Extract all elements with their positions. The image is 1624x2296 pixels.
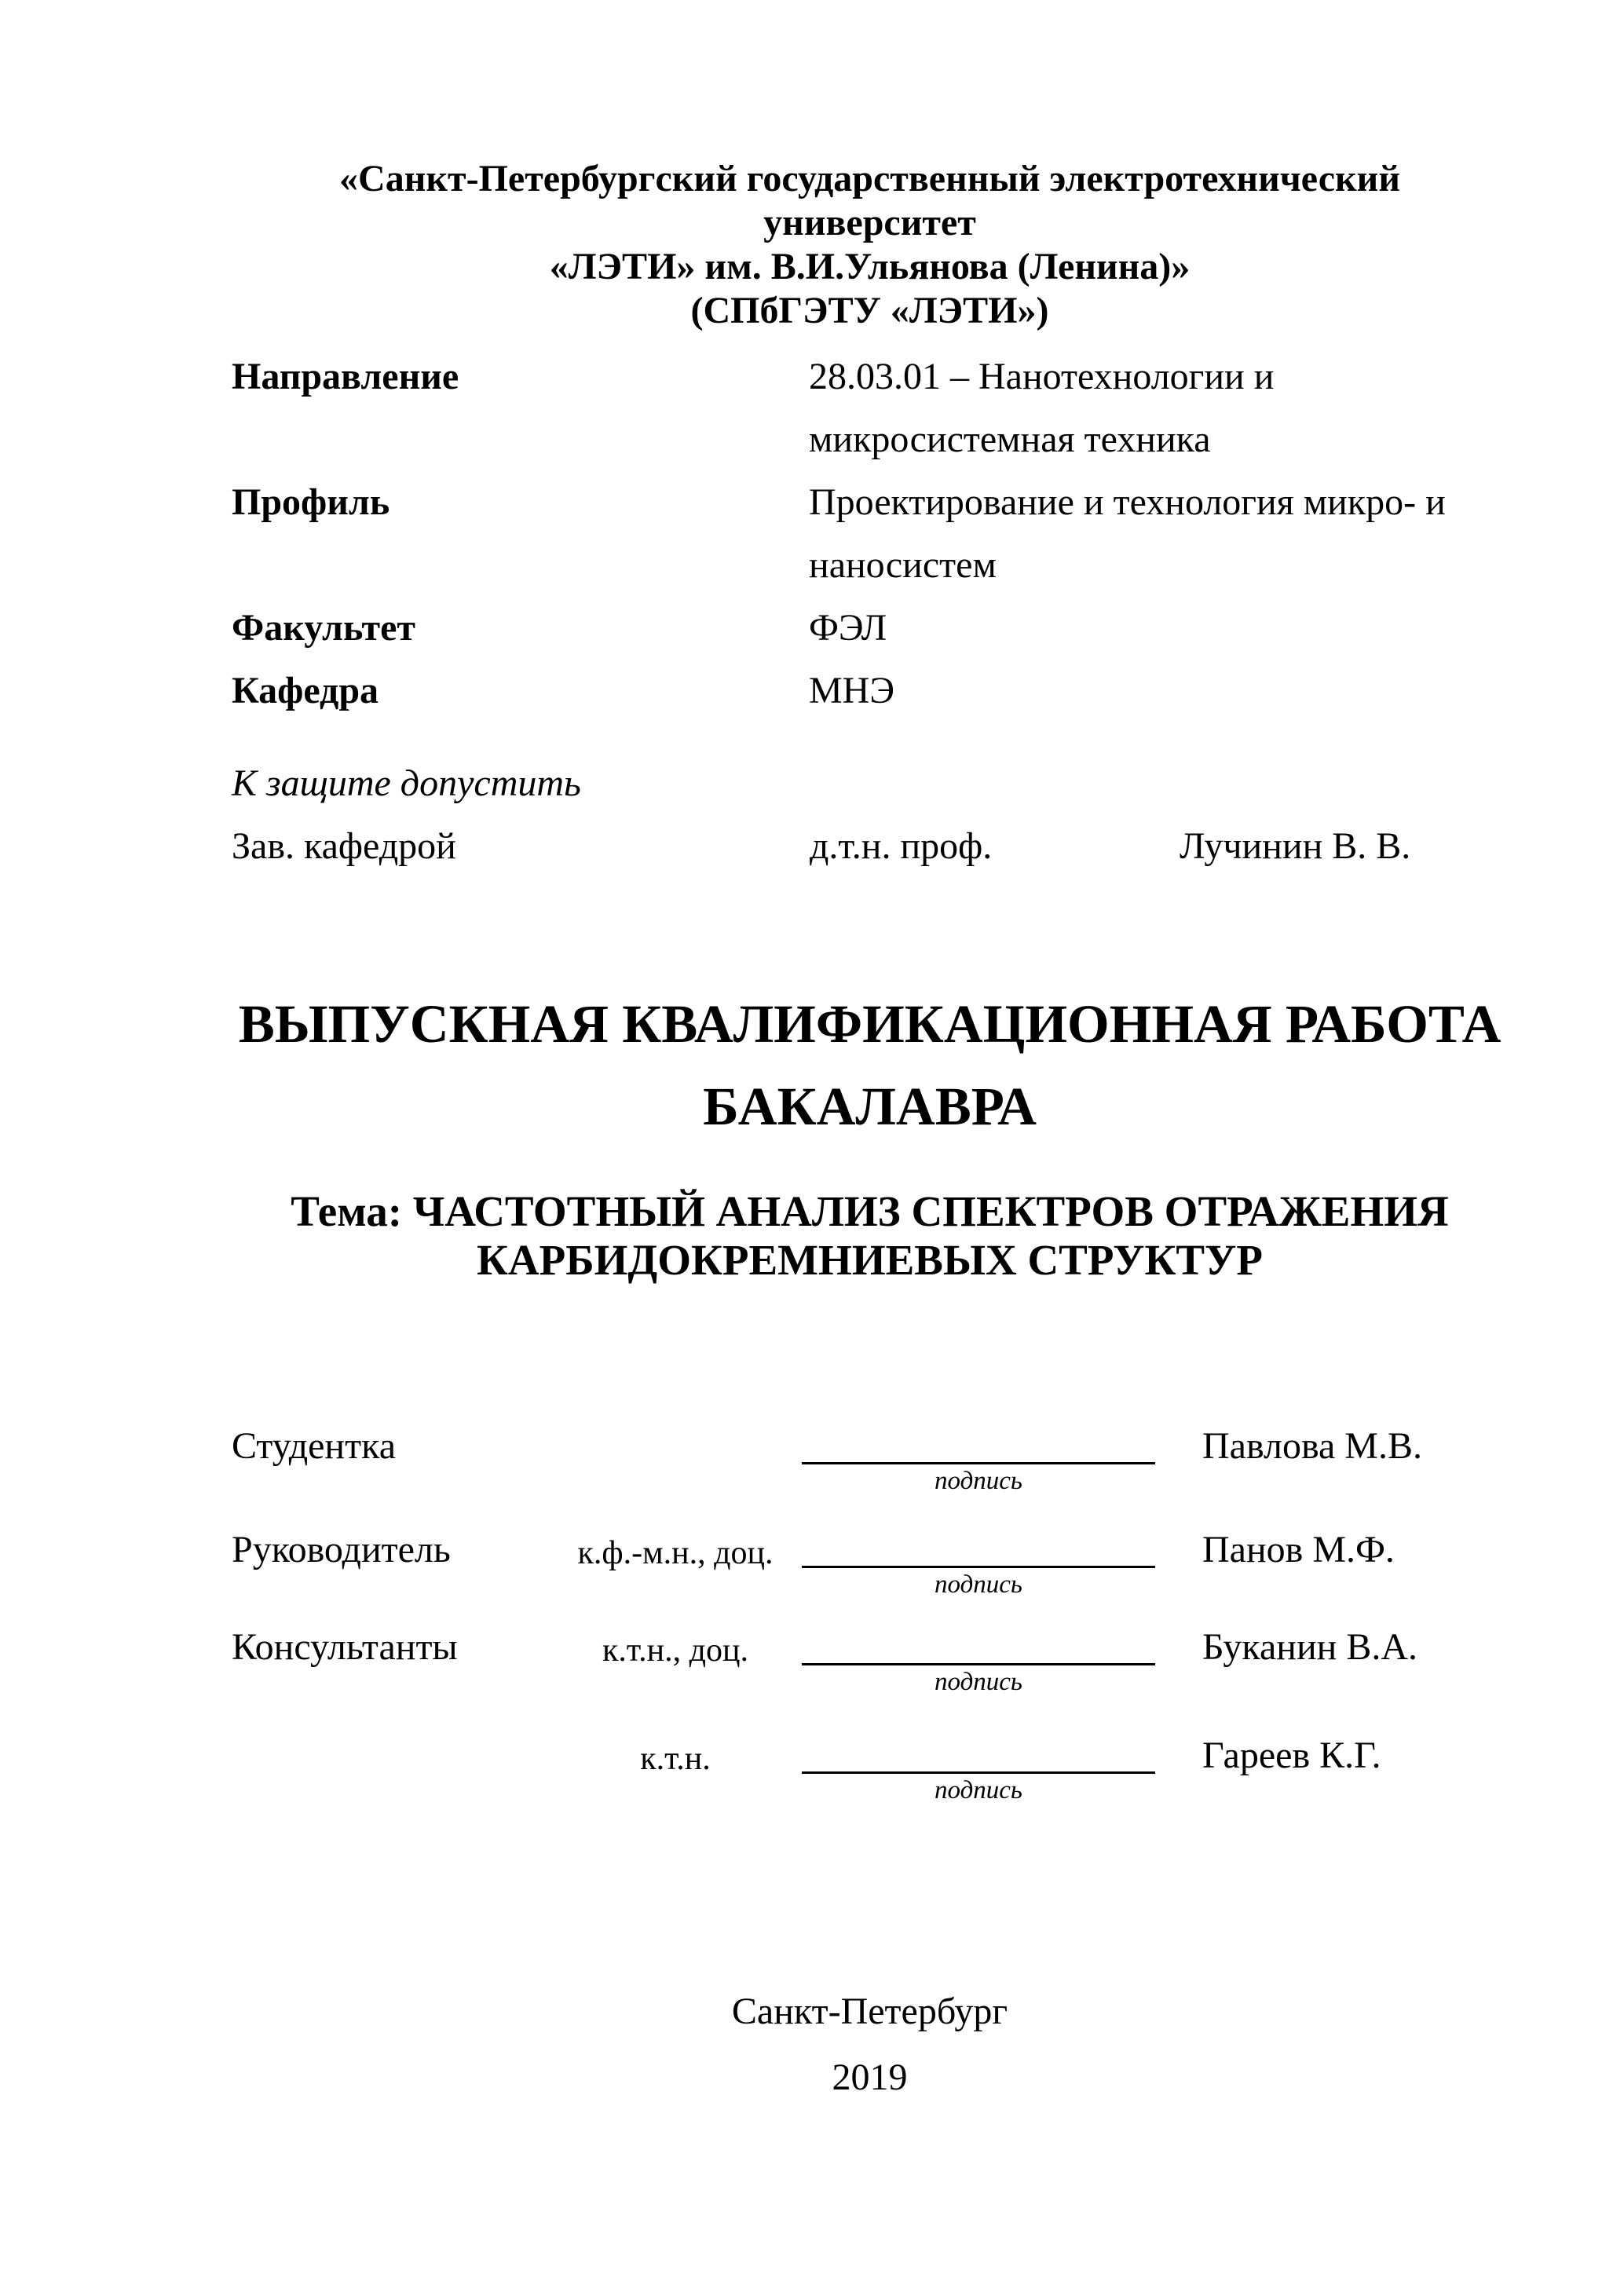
university-header <box>232 157 1508 333</box>
signature-name: Панов М.Ф. <box>1202 1529 1395 1570</box>
field-value-line: наносистем <box>809 544 997 586</box>
signature-caption: подпись <box>935 1668 1022 1696</box>
signature-row-consultant-2 <box>232 1727 1508 1830</box>
field-value <box>809 597 1508 660</box>
signature-row-student <box>232 1418 1508 1520</box>
field-label: Кафедра <box>232 670 379 711</box>
info-fields <box>232 345 1508 722</box>
field-value-line: 28.03.01 – Нанотехнологии и <box>809 356 1275 397</box>
field-value <box>809 471 1508 597</box>
field-row-department <box>232 660 1508 722</box>
university-header-line: «ЛЭТИ» им. В.И.Ульянова (Ленина)» <box>549 246 1191 287</box>
work-title-line: ВЫПУСКНАЯ КВАЛИФИКАЦИОННАЯ РАБОТА <box>238 994 1501 1054</box>
signature-caption: подпись <box>935 1570 1022 1599</box>
admission-row <box>232 815 1508 878</box>
admission-name: Лучинин В. В. <box>1180 825 1411 867</box>
footer <box>232 1979 1508 2111</box>
signature-line <box>802 1566 1155 1568</box>
field-value <box>809 660 1508 722</box>
footer-year: 2019 <box>832 2057 908 2098</box>
footer-city: Санкт-Петербург <box>731 1991 1008 2032</box>
signature-caption: подпись <box>935 1467 1022 1495</box>
field-value-line: ФЭЛ <box>809 607 887 649</box>
admission-degree: д.т.н. проф. <box>810 825 993 867</box>
field-row-profile <box>232 471 1508 597</box>
signature-degree: к.т.н., доц. <box>602 1632 748 1669</box>
field-value-line: МНЭ <box>809 670 895 711</box>
signature-name: Гареев К.Г. <box>1202 1735 1381 1776</box>
field-label: Направление <box>232 356 459 397</box>
admission-note: К защите допустить <box>232 762 581 804</box>
field-row-direction <box>232 345 1508 471</box>
signature-degree: к.ф.-м.н., доц. <box>577 1535 774 1571</box>
field-value-line: микросистемная техника <box>809 419 1211 460</box>
signature-line <box>802 1462 1155 1464</box>
university-header-line: «Санкт-Петербургский государственный электротехнический университет <box>339 158 1400 243</box>
theme-title <box>232 1187 1508 1285</box>
admission-section <box>232 752 1508 878</box>
field-value-line: Проектирование и технология микро- и <box>809 481 1446 523</box>
field-label: Факультет <box>232 607 415 649</box>
work-title-line: БАКАЛАВРА <box>703 1077 1037 1136</box>
theme-title-line: Тема: ЧАСТОТНЫЙ АНАЛИЗ СПЕКТРОВ ОТРАЖЕНИЯ <box>291 1187 1449 1235</box>
signature-role: Студентка <box>232 1425 396 1467</box>
signature-role: Консультанты <box>232 1626 458 1668</box>
university-header-line: (СПбГЭТУ «ЛЭТИ») <box>690 290 1049 331</box>
theme-title-line: КАРБИДОКРЕМНИЕВЫХ СТРУКТУР <box>477 1236 1263 1284</box>
signature-row-supervisor <box>232 1522 1508 1624</box>
signature-caption: подпись <box>935 1776 1022 1804</box>
field-label: Профиль <box>232 481 390 523</box>
field-row-faculty <box>232 597 1508 660</box>
signature-degree: к.т.н. <box>640 1741 711 1777</box>
signature-role: Руководитель <box>232 1529 451 1570</box>
signature-row-consultant-1 <box>232 1619 1508 1721</box>
signature-name: Павлова М.В. <box>1202 1425 1422 1467</box>
signature-name: Буканин В.А. <box>1202 1626 1418 1668</box>
admission-role: Зав. кафедрой <box>232 825 456 867</box>
field-value <box>809 345 1508 471</box>
signature-line <box>802 1663 1155 1665</box>
work-title <box>232 983 1508 1148</box>
signature-line <box>802 1771 1155 1774</box>
